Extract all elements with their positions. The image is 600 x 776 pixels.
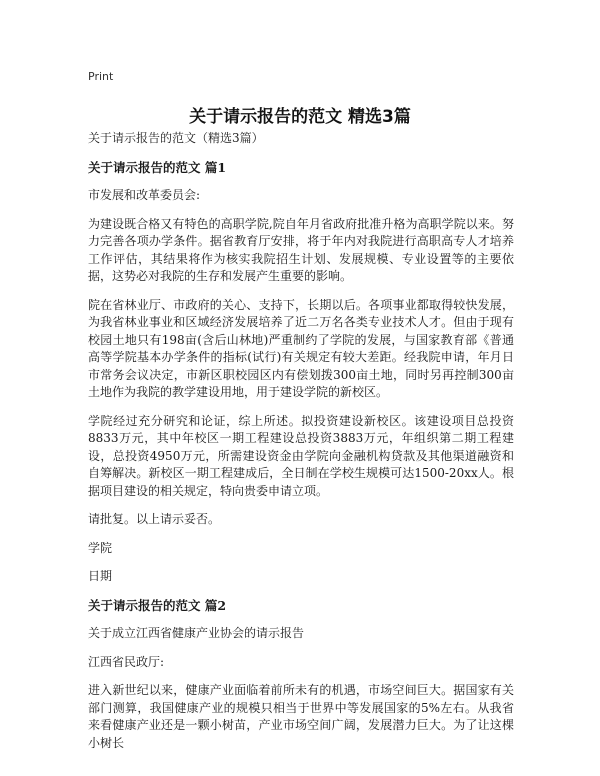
section-2-subject: 关于成立江西省健康产业协会的请示报告 — [88, 626, 305, 640]
section-1-paragraph-3: 学院经过充分研究和论证，综上所述。拟投资建设新校区。该建设项目总投资8833万元，其中年校区一期工程建设总投资3883万元，年组织第二期工程建设，总投资4950万元，所需建设资金由学院向金融机构贷款及其他渠道融资和自筹解决。新校区一期工程建成后，全日制在学校生规模可达1500-20xx人。根据项目建设的相关规定，特向贵委申请立项。 — [88, 413, 514, 498]
section-1-paragraph-1: 为建设既合格又有特色的高职学院,院自年月省政府批准升格为高职学院以来。努力完善各项办学条件。据省教育厅安排，将于年内对我院进行高职高专人才培养工作评估，其结果将作为核实我院招生计划、发展规模、专业设置等的主要依据，这势必对我院的生存和发展产生重要的影响。 — [88, 216, 514, 283]
section-1-closing: 请批复。以上请示妥否。 — [88, 512, 221, 526]
section-2-addressee: 江西省民政厅: — [88, 654, 165, 669]
section-2-heading: 关于请示报告的范文 篇2 — [88, 597, 227, 613]
section-1-signature: 学院 — [88, 540, 113, 555]
section-1-paragraph-2: 院在省林业厅、市政府的关心、支持下，长期以后。各项事业都取得较快发展，为我省林业事业和区域经济发展培养了近二万名各类专业技术人才。但由于现有校园土地只有198亩(含后山林地)严重制约了学院的发展，与国家教育部《普通高等学院基本办学条件的指标(试行)有关规定有较大差距。经我院申请，年月日市常务会议决定，市新区职校园区内有偿划拨300亩土地，同时另再控制300亩土地作为我院的教学建设用地，用于建设学院的新校区。 — [88, 297, 514, 399]
section-2-paragraph-1: 进入新世纪以来，健康产业面临着前所未有的机遇，市场空间巨大。据国家有关部门测算，我国健康产业的规模只相当于世界中等发展国家的5%左右。从我省来看健康产业还是一颗小树苗，产业市场空间广阔，发展潜力巨大。为了让这棵小树长 — [88, 683, 514, 750]
document-title: 关于请示报告的范文 精选3篇 — [189, 107, 411, 127]
section-1-heading: 关于请示报告的范文 篇1 — [88, 159, 227, 175]
print-label[interactable]: Print — [88, 70, 114, 83]
section-1-addressee: 市发展和改革委员会: — [88, 188, 201, 202]
section-1-date: 日期 — [88, 569, 113, 583]
document-subtitle: 关于请示报告的范文（精选3篇） — [88, 131, 264, 145]
document-body — [88, 130, 514, 763]
